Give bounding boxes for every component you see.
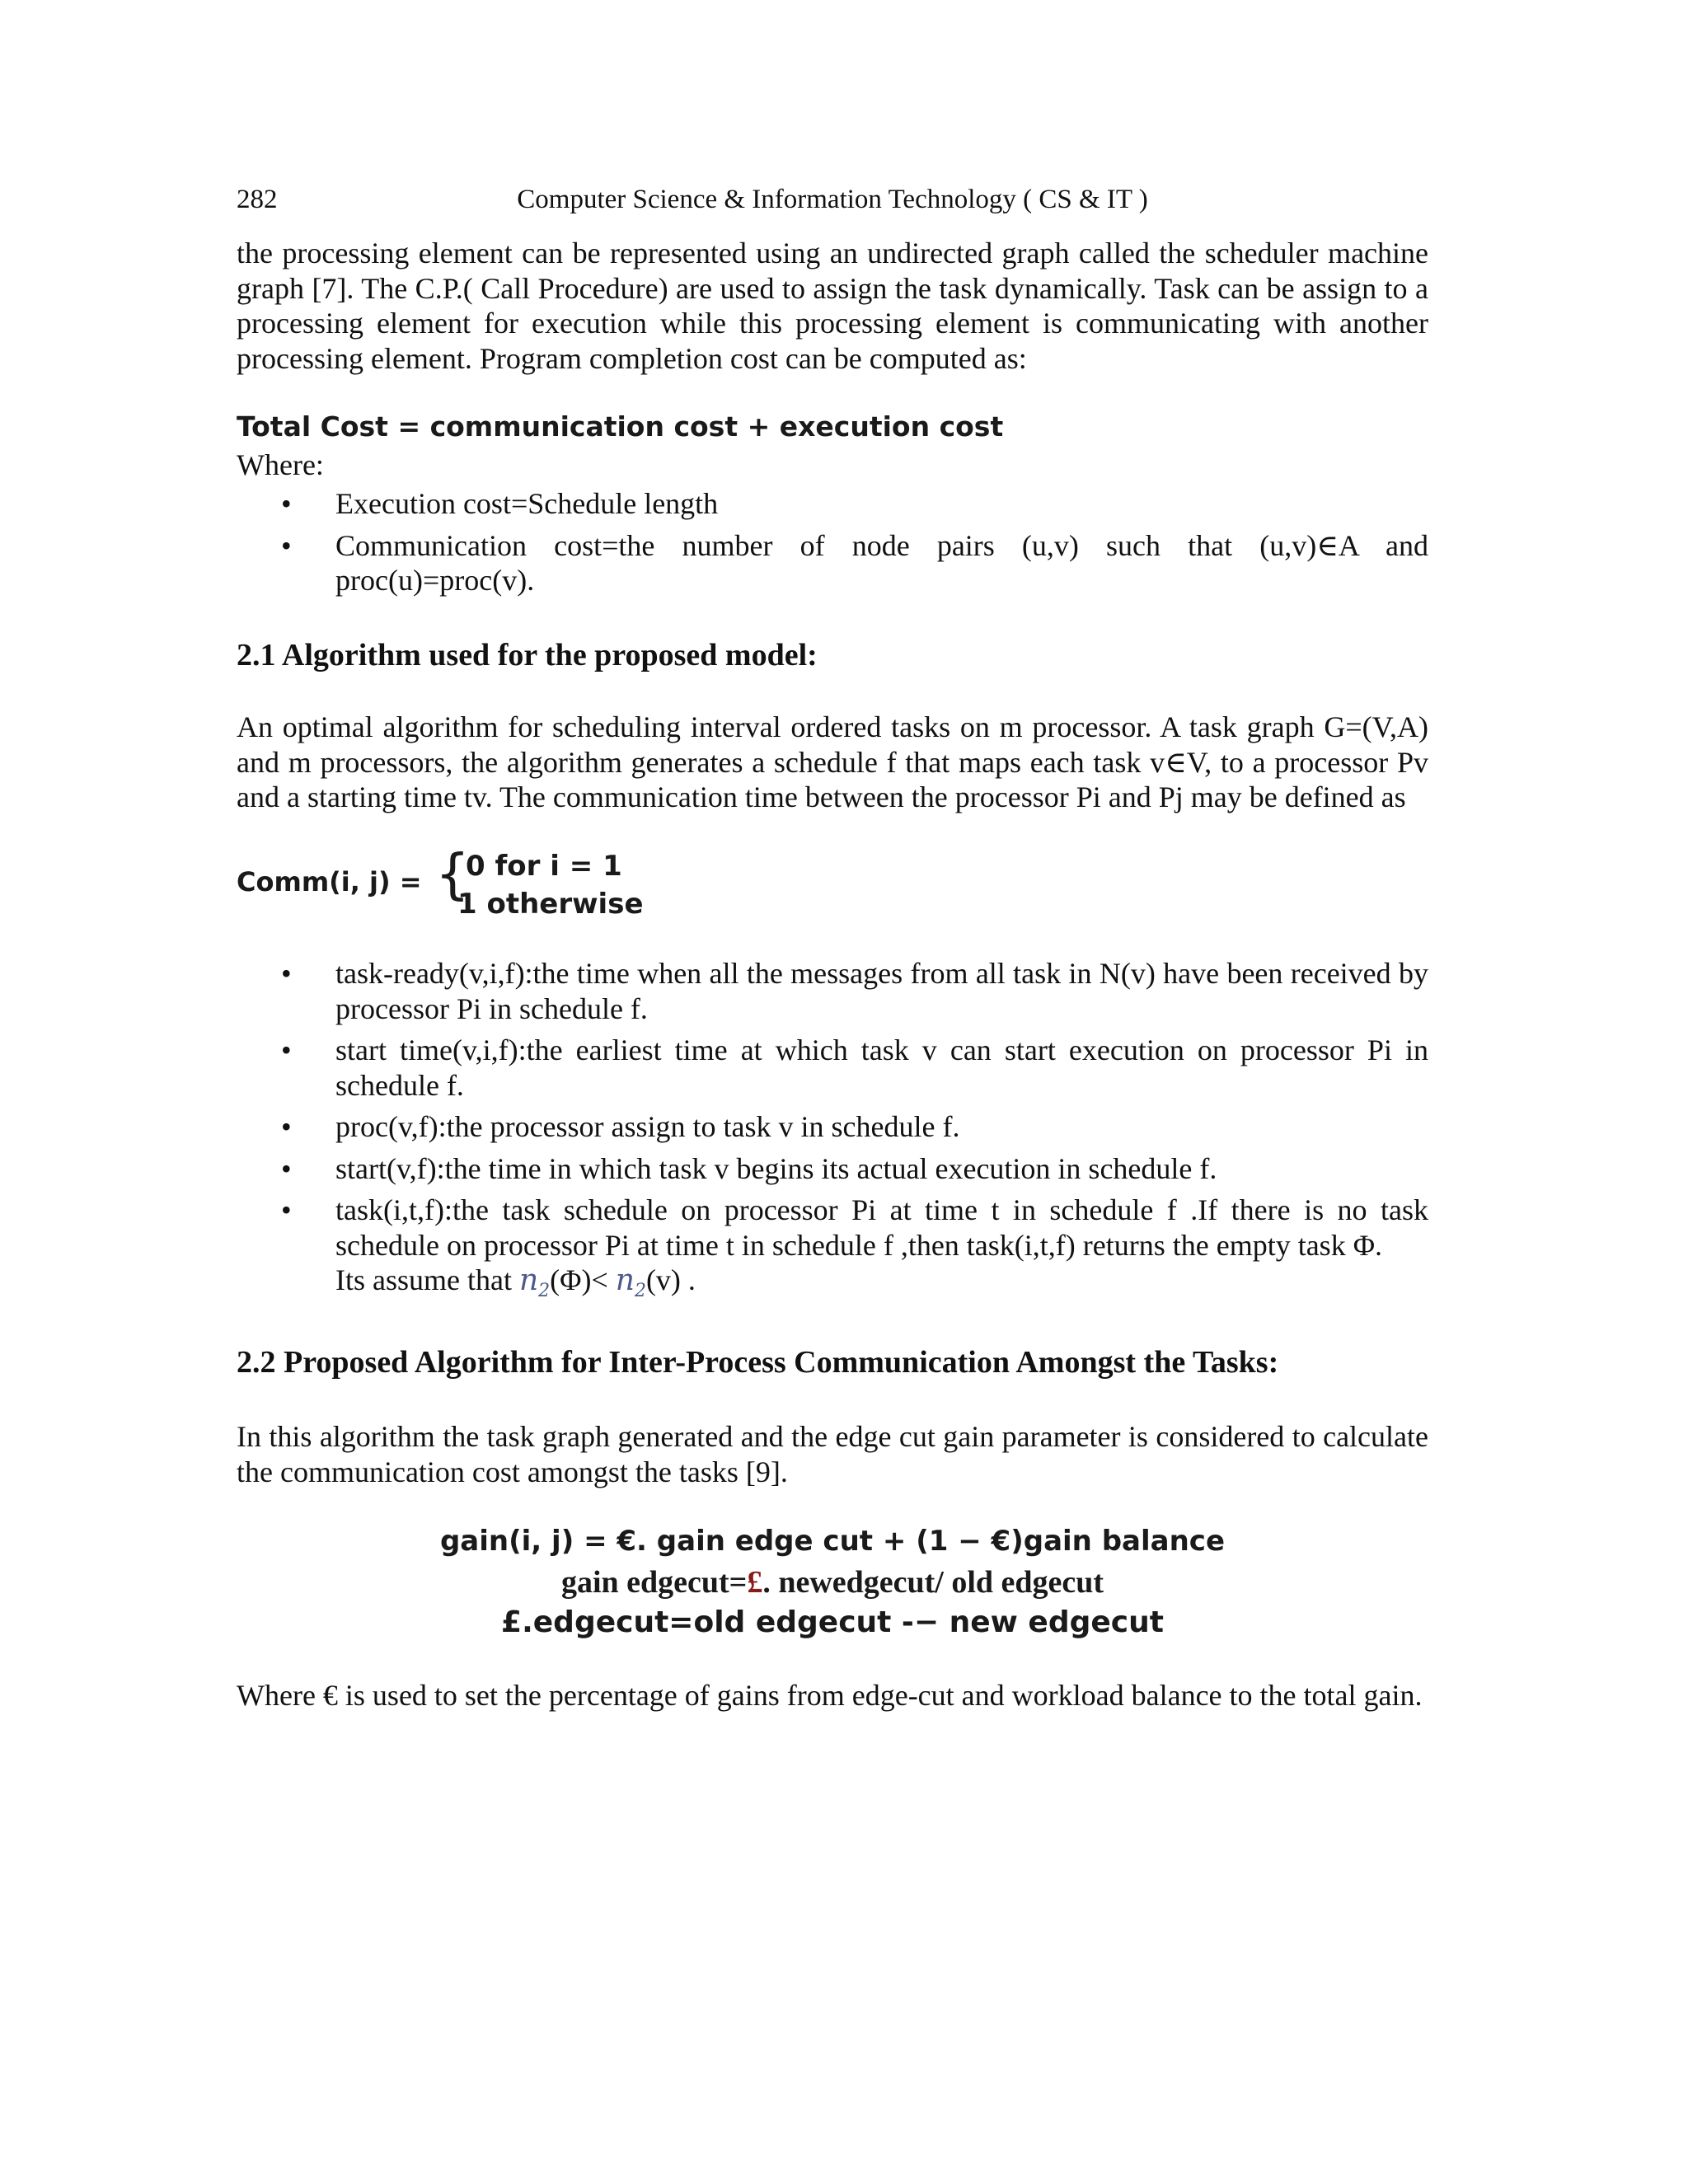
running-header: [237, 185, 1428, 218]
bullet-text: start time(v,i,f):the earliest time at which task v can start execution on processor Pi in schedule f.: [335, 1033, 1428, 1102]
section-heading-2-1: 2.1 Algorithm used for the proposed model:: [237, 638, 818, 673]
section-2-1-paragraph: An optimal algorithm for scheduling interval ordered tasks on m processor. A task graph G=(V,A) and m processors, the algorithm generates a schedule f that maps each task v∈V, to a processor Pv and a starting time tv. The communication time between the processor Pi and Pj may be defined as: [237, 710, 1428, 813]
where-label: Where:: [237, 448, 324, 481]
page-number: 282: [237, 185, 278, 214]
n2-symbol: $n_2$: [615, 1263, 646, 1302]
journal-title: Computer Science & Information Technology ( CS & IT ): [517, 185, 1148, 214]
list-item: [237, 1033, 1428, 1103]
list-item: [237, 1193, 1428, 1310]
assume-text: Its assume that $n_2(\Phi)< n_2(v)$ .: [335, 1263, 696, 1302]
bullet-icon: •: [281, 957, 292, 990]
bullet-icon: •: [281, 1033, 292, 1066]
edgecut-formula: £.edgecut=old edgecut -− new edgecut: [501, 1605, 1164, 1639]
section-heading-2-2: 2.2 Proposed Algorithm for Inter-Process Communication Amongst the Tasks:: [237, 1345, 1279, 1380]
bullet-text: Execution cost=Schedule length: [335, 487, 719, 520]
intro-paragraph: the processing element can be represented using an undirected graph called the scheduler machine graph [7]. The C.P.( Call Procedure) are used to assign the task dynamically. Task can be assign to a processing element for execution while this processing element is communicating with another processing element. Program completion cost can be computed as:: [237, 237, 1428, 375]
n2-symbol: $n_2$: [518, 1263, 551, 1302]
list-item: [237, 486, 1428, 522]
list-item: [237, 1109, 1428, 1145]
bullet-text: task-ready(v,i,f):the time when all the messages from all task in N(v) have been received by processor Pi in schedule f.: [335, 957, 1428, 1025]
definition-bullet-list: [237, 956, 1428, 1310]
pound-symbol: £: [747, 1565, 763, 1600]
bullet-text: Communication cost=the number of node pairs (u,v) such that (u,v)∈A and proc(u)=proc(v).: [335, 528, 1428, 597]
gain-edgecut-formula: gain edgecut=£. newedgecut/ old edgecut: [560, 1565, 1104, 1600]
bullet-icon: •: [281, 1110, 292, 1143]
total-cost-formula: Total Cost = communication cost + execution cost: [237, 410, 1004, 443]
comm-case-2: 1 otherwise: [457, 888, 644, 921]
list-item: [237, 956, 1428, 1026]
gain-formula: gain(i, j) = €. gain edge cut + (1 − €)gain balance: [439, 1525, 1226, 1558]
bullet-icon: •: [281, 1151, 292, 1185]
bullet-icon: •: [281, 487, 292, 520]
list-item: [237, 528, 1428, 598]
bullet-icon: •: [281, 1193, 292, 1226]
cost-bullet-list: [237, 486, 1428, 598]
left-brace-icon: {: [435, 842, 470, 906]
section-2-2-paragraph: In this algorithm the task graph generated and the edge cut gain parameter is considered to calculate the communication cost amongst the tasks [9].: [237, 1420, 1428, 1488]
bullet-icon: •: [281, 528, 292, 562]
closing-paragraph: Where € is used to set the percentage of gains from edge-cut and workload balance to the total gain.: [237, 1679, 1423, 1712]
bullet-text: start(v,f):the time in which task v begins its actual execution in schedule f.: [335, 1151, 1217, 1185]
bullet-text: proc(v,f):the processor assign to task v in schedule f.: [335, 1110, 960, 1143]
bullet-text: task(i,t,f):the task schedule on processor Pi at time t in schedule f .If there is no task schedule on processor Pi at time t in schedule f ,then task(i,t,f) returns the empty task Φ.: [335, 1193, 1428, 1262]
comm-case-1: 0 for i = 1: [466, 850, 622, 883]
comm-formula-lhs: Comm(i, j) =: [237, 866, 422, 898]
list-item: [237, 1151, 1428, 1187]
